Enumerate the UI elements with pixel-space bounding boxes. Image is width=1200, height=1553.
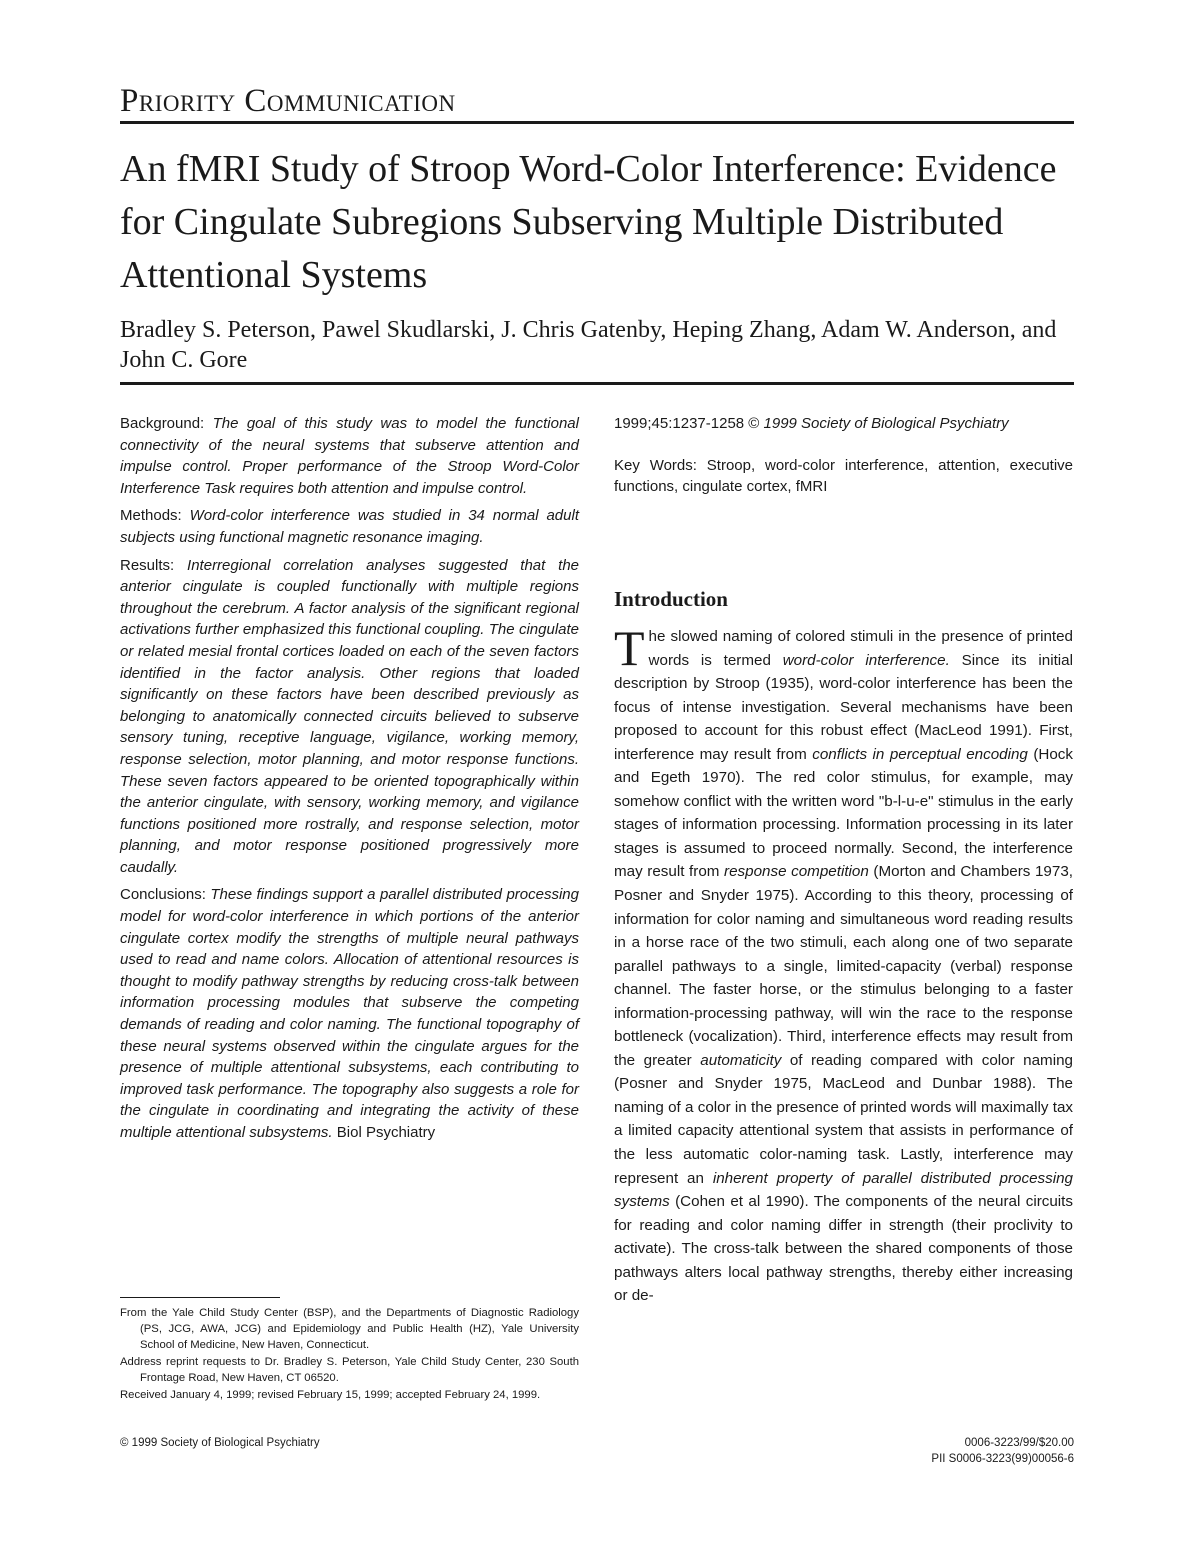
methods-label: Methods: [120, 507, 182, 525]
footnote-affiliation: From the Yale Child Study Center (BSP), and the Departments of Diagnostic Radiology (PS, JCG, AWA, JCG) and Epidemiology and Public Health (HZ), Yale University School of Medicine, New Haven, Connecticut. [120, 1307, 579, 1351]
citation [614, 413, 1073, 435]
footnote-rule [120, 1297, 280, 1298]
intro-term-2: conflicts in perceptual encoding [812, 745, 1028, 763]
right-column-front-matter [614, 413, 1073, 498]
abstract-results [120, 555, 579, 879]
intro-term-1: word-color interference. [782, 651, 950, 669]
introduction-heading: Introduction [614, 587, 728, 611]
footer-copyright: © 1999 Society of Biological Psychiatry [120, 1437, 320, 1449]
conclusions-text: These findings support a parallel distributed processing model for word-color interference in which portions of the anterior cingulate cortex modify the strengths of multiple neural pathways used to read and name colors. Allocation of attentional resources is thought to modify pathway strengths by reducing cross-talk between information processing modules that subserve the competing demands of reading and color naming. The functional topography of these neural systems observed within the cingulate argues for the presence of multiple attentional subsystems, each contributing to improved task performance. The topography also suggests a role for the cingulate in coordinating and integrating the activity of these multiple attentional subsystems. [120, 886, 579, 1141]
background-text: The goal of this study was to model the functional connectivity of the neural systems that subserve attention and impulse control. Proper performance of the Stroop Word-Color Interference Task requires both attention and impulse control. [120, 415, 579, 497]
results-label: Results: [120, 556, 175, 574]
section-label: Priority Communication [120, 83, 456, 119]
citation-ref: 1999;45:1237-1258 © [614, 415, 760, 432]
intro-text-2: Since its initial description by Stroop (1935), word-color interference has been the focus of intense investigation. Several mechanisms have been proposed to account for this robust effect (MacLeod 1991). First, interference may result from [614, 651, 1073, 763]
intro-text-5: of reading compared with color naming (Posner and Snyder 1975, MacLeod and Dunbar 1988). The naming of a color in the presence of printed words will maximally tax a limited capacity attentional system that assists in performance of the less automatic color-naming task. Lastly, interference may represent an [614, 1051, 1073, 1187]
results-text: Interregional correlation analyses suggested that the anterior cingulate is coupled functionally with multiple regions throughout the cerebrum. A factor analysis of the significant regional activations further emphasized this functional coupling. The cingulate or related mesial frontal cortices loaded on each of the seven factors identified in the factor analysis. Other regions that loaded significantly on these factors have been described previously as belonging to anatomically connected circuits believed to subserve sensory tuning, receptive language, vigilance, working memory, response selection, motor planning, and motor response functions. These seven factors appeared to be oriented topographically within the anterior cingulate, with sensory, working memory, and vigilance functions positioned more rostrally, and response selection, motor planning, and motor response positioned progressively more caudally. [120, 556, 579, 876]
abstract-conclusions [120, 884, 579, 1143]
intro-term-5: inherent property of parallel distributed processing systems [614, 1169, 1073, 1211]
abstract-methods [120, 505, 579, 548]
footer-pii: PII S0006-3223(99)00056-6 [931, 1453, 1074, 1465]
methods-text: Word-color interference was studied in 34 normal adult subjects using functional magnetic resonance imaging. [120, 507, 579, 546]
footnotes [120, 1305, 579, 1404]
keywords-label: Key Words: [614, 456, 697, 474]
intro-text-3: (Hock and Egeth 1970). The red color stimulus, for example, may somehow conflict with the written word "b-l-u-e" stimulus in the early stages of information processing. Information processing in its later stages is assumed to proceed normally. Second, the interference may result from [614, 745, 1073, 881]
drop-cap: T [614, 620, 645, 676]
intro-term-4: automaticity [700, 1051, 782, 1069]
abstract [120, 413, 579, 1150]
intro-text-4: (Morton and Chambers 1973, Posner and Snyder 1975). According to this theory, processing of information for color naming and simultaneous word reading results in a horse race of the two stimuli, each along one of two separate parallel pathways to a single, limited-capacity (verbal) response channel. The faster horse, or the stimulus belonging to a faster information-processing pathway, will win the race to the response bottleneck (vocalization). Third, interference effects may result from the greater [614, 863, 1073, 1069]
intro-term-3: response competition [724, 863, 869, 881]
keywords-text: Stroop, word-color interference, attention, executive functions, cingulate cortex, fMRI [614, 456, 1074, 496]
intro-text-1: he slowed naming of colored stimuli in the presence of printed words is termed [648, 628, 1073, 669]
keywords [614, 455, 1073, 498]
introduction-body [614, 620, 1073, 1308]
abstract-background [120, 413, 579, 499]
footer-issn: 0006-3223/99/$20.00 [964, 1437, 1074, 1449]
intro-text-6: (Cohen et al 1990). The components of the neural circuits for reading and color naming differ in strength (their proclivity to activate). The cross-talk between the shared components of those pathways alters local pathway strengths, thereby either increasing or de- [614, 1193, 1073, 1305]
paper-title: An fMRI Study of Stroop Word-Color Interference: Evidence for Cingulate Subregions Subserving Multiple Distributed Attentional Systems [120, 148, 1057, 296]
citation-society: 1999 Society of Biological Psychiatry [763, 415, 1009, 432]
top-rule [120, 121, 1074, 124]
author-list: Bradley S. Peterson, Pawel Skudlarski, J. Chris Gatenby, Heping Zhang, Adam W. Anderson, and John C. Gore [120, 317, 1057, 373]
background-label: Background: [120, 415, 205, 432]
footnote-address: Address reprint requests to Dr. Bradley S. Peterson, Yale Child Study Center, 230 South Frontage Road, New Haven, CT 06520. [120, 1356, 579, 1384]
footnote-received: Received January 4, 1999; revised February 15, 1999; accepted February 24, 1999. [120, 1389, 541, 1401]
journal-name: Biol Psychiatry [336, 1124, 436, 1141]
header-rule [120, 382, 1074, 385]
conclusions-label: Conclusions: [120, 886, 206, 904]
footer-identifiers [860, 1435, 1074, 1467]
